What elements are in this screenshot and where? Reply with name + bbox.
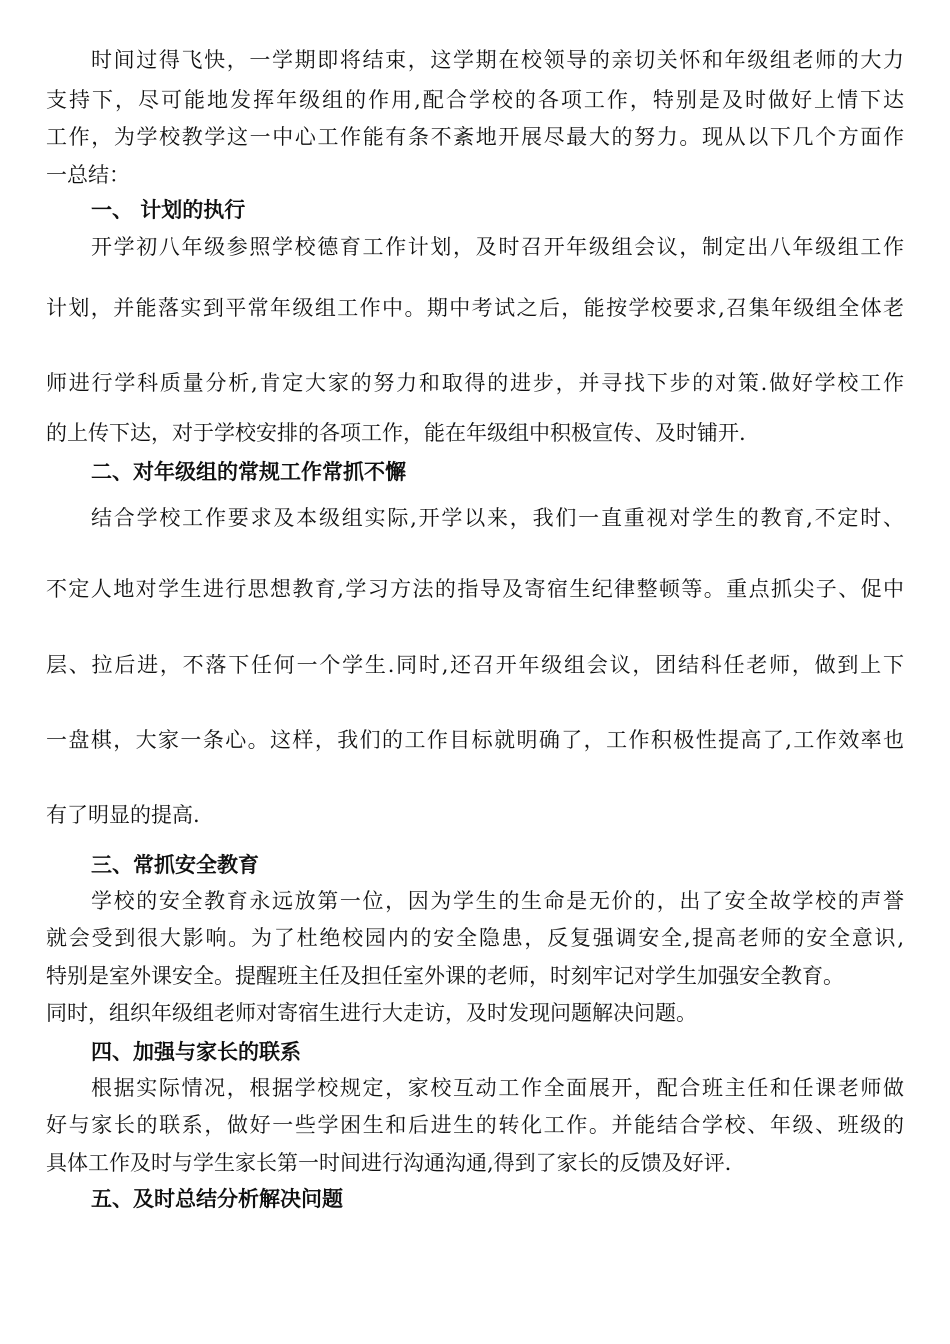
- paragraph-line: 具体工作及时与学生家长第一时间进行沟通沟通,得到了家长的反馈及好评.: [46, 1151, 732, 1175]
- paragraph-line: 工作，为学校教学这一中心工作能有条不紊地开展尽最大的努力。现从以下几个方面作: [46, 125, 904, 149]
- paragraph-line: 层、拉后进，不落下任何一个学生.同时,还召开年级组会议，团结科任老师，做到上下: [46, 653, 904, 677]
- paragraph-line: 同时，组织年级组老师对寄宿生进行大走访，及时发现问题解决问题。: [46, 1001, 697, 1025]
- section-heading: 五、及时总结分析解决问题: [91, 1187, 343, 1211]
- section-heading: 四、加强与家长的联系: [91, 1040, 301, 1064]
- section-heading: 一、 计划的执行: [91, 198, 246, 222]
- paragraph-line: 根据实际情况，根据学校规定，家校互动工作全面展开，配合班主任和任课老师做: [91, 1076, 904, 1100]
- paragraph-line: 支持下，尽可能地发挥年级组的作用,配合学校的各项工作，特别是及时做好上情下达: [46, 88, 904, 112]
- paragraph-line: 有了明显的提高.: [46, 803, 200, 827]
- paragraph-line: 不定人地对学生进行思想教育,学习方法的指导及寄宿生纪律整顿等。重点抓尖子、促中: [46, 577, 904, 601]
- paragraph-line: 好与家长的联系，做好一些学困生和后进生的转化工作。并能结合学校、年级、班级的: [46, 1113, 904, 1137]
- paragraph-line: 的上传下达，对于学校安排的各项工作，能在年级组中积极宣传、及时铺开.: [46, 421, 746, 445]
- paragraph-line: 计划，并能落实到平常年级组工作中。期中考试之后，能按学校要求,召集年级组全体老: [46, 296, 904, 320]
- paragraph-line: 开学初八年级参照学校德育工作计划，及时召开年级组会议，制定出八年级组工作: [91, 235, 904, 259]
- paragraph-line: 学校的安全教育永远放第一位，因为学生的生命是无价的，出了安全故学校的声誉: [91, 889, 904, 913]
- section-heading: 二、对年级组的常规工作常抓不懈: [91, 460, 406, 484]
- paragraph-line: 就会受到很大影响。为了杜绝校园内的安全隐患，反复强调安全,提高老师的安全意识,: [46, 926, 904, 950]
- paragraph-line: 特别是室外课安全。提醒班主任及担任室外课的老师，时刻牢记对学生加强安全教育。: [46, 964, 844, 988]
- paragraph-line: 时间过得飞快，一学期即将结束，这学期在校领导的亲切关怀和年级组老师的大力: [91, 48, 904, 72]
- paragraph-line: 一盘棋，大家一条心。这样，我们的工作目标就明确了，工作积极性提高了,工作效率也: [46, 728, 904, 752]
- paragraph-line: 结合学校工作要求及本级组实际,开学以来，我们一直重视对学生的教育,不定时、: [91, 506, 904, 530]
- section-heading: 三、常抓安全教育: [91, 853, 259, 877]
- paragraph-line: 一总结：: [46, 163, 130, 187]
- paragraph-line: 师进行学科质量分析,肯定大家的努力和取得的进步，并寻找下步的对策.做好学校工作: [46, 371, 904, 395]
